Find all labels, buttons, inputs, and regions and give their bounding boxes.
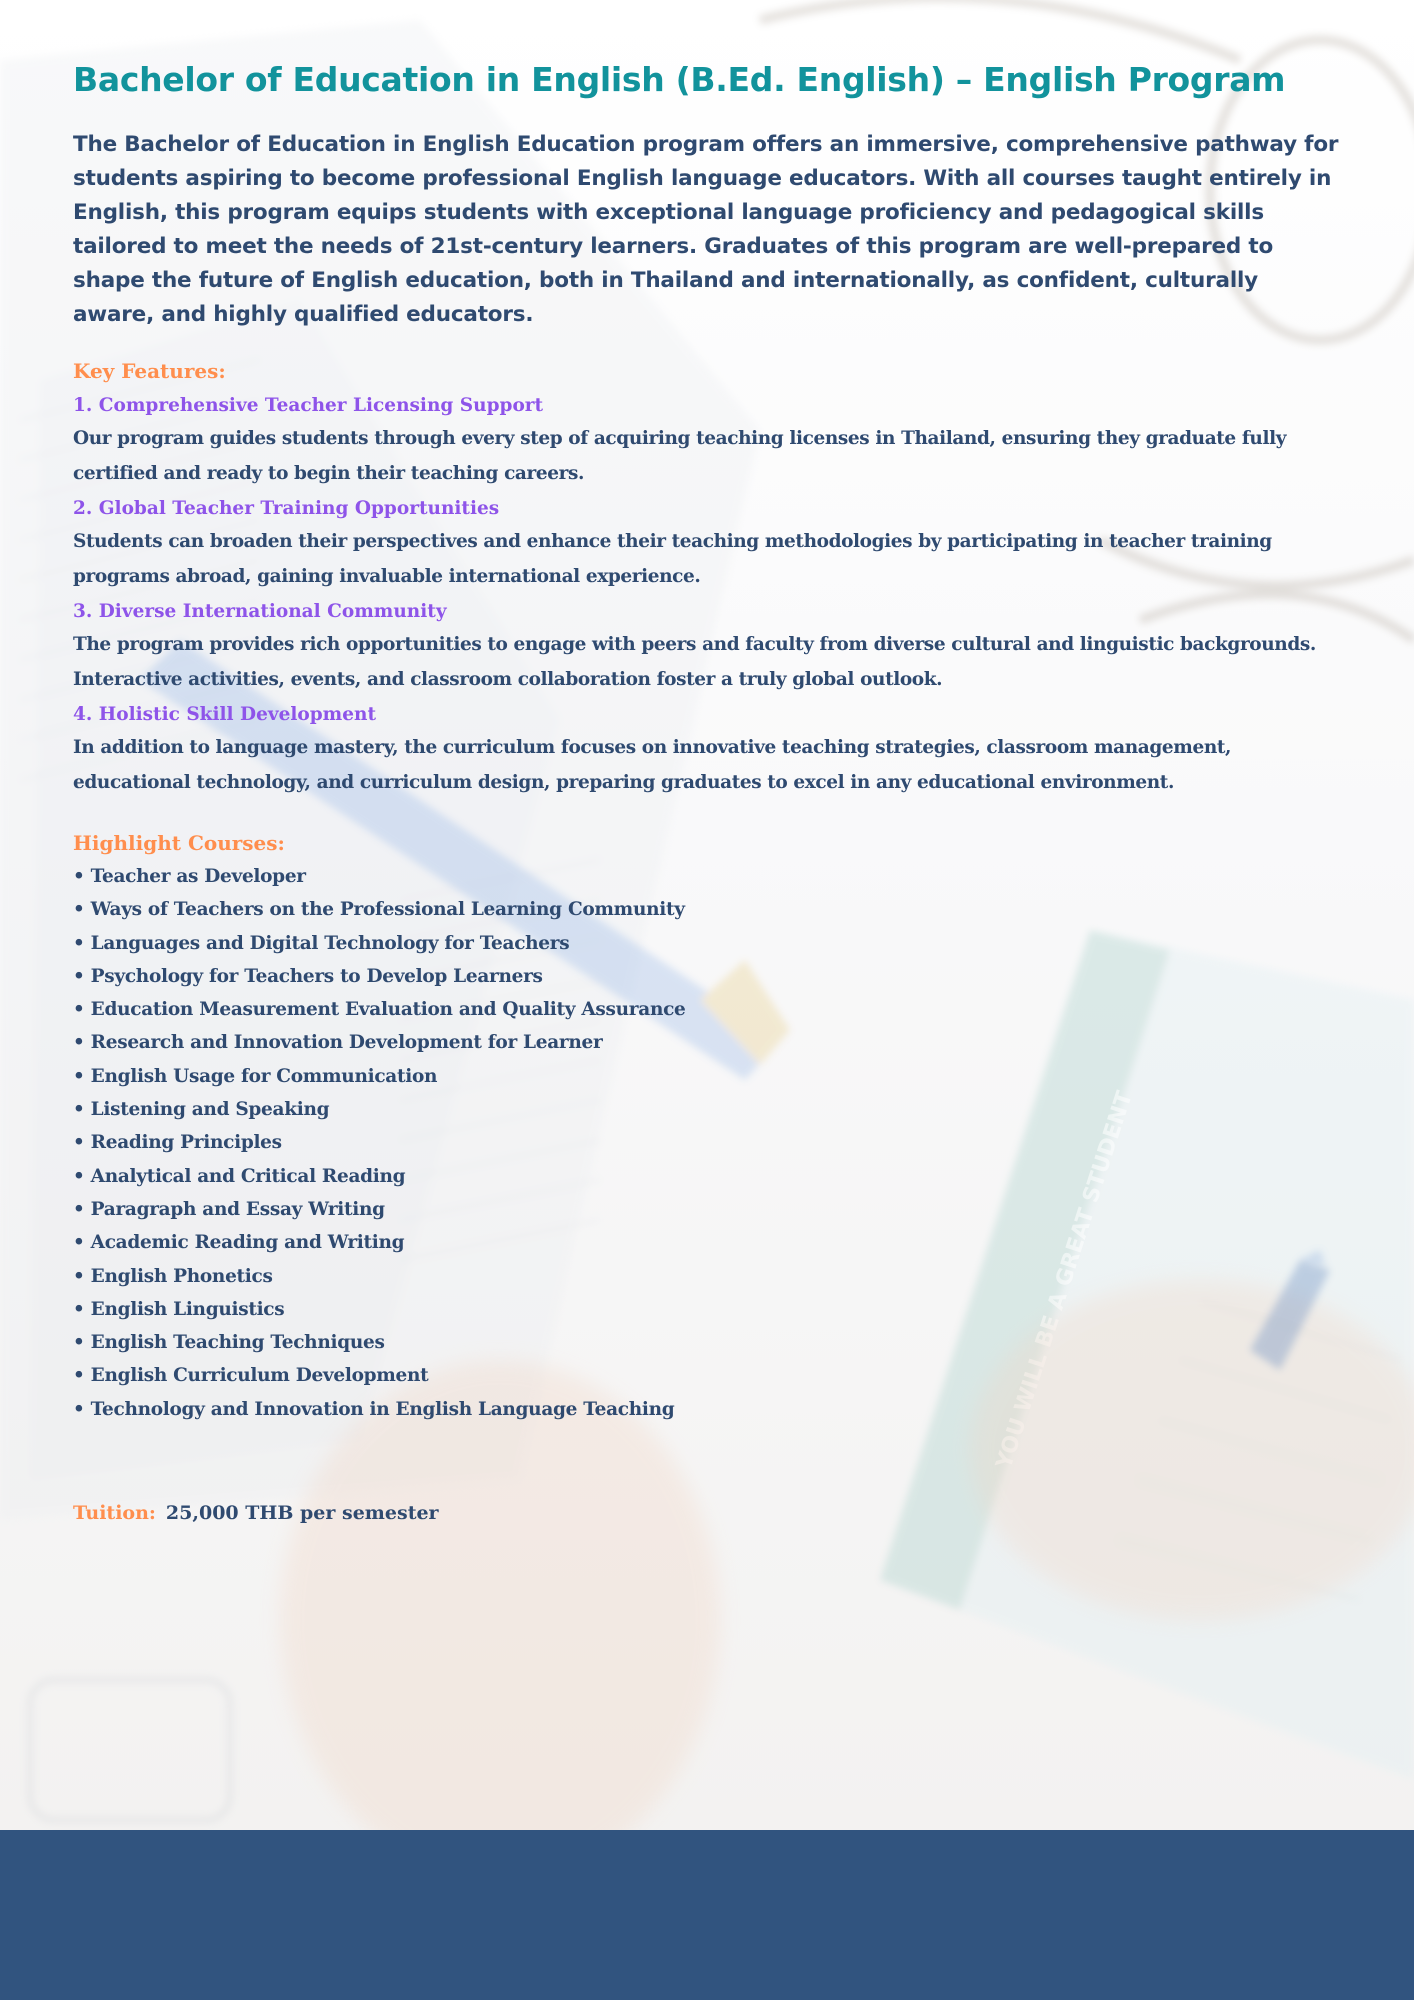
intro-paragraph: The Bachelor of Education in English Education program offers an immersive, comprehensive pathway for students aspiring to become professional English language educators. With all courses taught entirely in English, this program equips students with exceptional language proficiency and pedagogical skills tailored to meet the needs of 21st-century learners. Graduates of this program are well-prepared to shape the future of English education, both in Thailand and internationally, as confident, culturally aware, and highly qualified educators.	[73, 132, 1339, 327]
feature-description: Our program guides students through every step of acquiring teaching licenses in Thailand, ensuring they graduate fully certified and ready to begin their teaching careers.	[73, 428, 1287, 484]
highlight-courses-heading: Highlight Courses:	[73, 831, 285, 855]
course-item: • Teacher as Developer	[73, 866, 306, 887]
feature-item	[73, 493, 1343, 594]
feature-item	[73, 390, 1343, 491]
phone-illustration	[30, 1680, 230, 1820]
page-title: Bachelor of Education in English (B.Ed. English) – English Program	[73, 60, 1286, 99]
course-item: • Analytical and Critical Reading	[73, 1165, 406, 1187]
course-item: • Ways of Teachers on the Professional Learning Community	[73, 899, 685, 921]
feature-title: 1. Comprehensive Teacher Licensing Support	[73, 395, 544, 416]
tuition-label: Tuition:	[73, 1502, 156, 1525]
feature-title: 4. Holistic Skill Development	[73, 704, 377, 725]
course-item: • English Linguistics	[73, 1298, 285, 1320]
main-content	[73, 56, 1343, 1528]
course-item: • Paragraph and Essay Writing	[73, 1198, 385, 1220]
course-item: • English Teaching Techniques	[73, 1332, 385, 1354]
tuition-line	[73, 1498, 1343, 1528]
tuition-value: 25,000 THB per semester	[165, 1502, 439, 1525]
feature-item	[73, 699, 1343, 800]
footer-bar	[0, 1830, 1414, 2000]
course-item: • Reading Principles	[73, 1132, 282, 1154]
course-item: • English Curriculum Development	[73, 1365, 429, 1387]
course-item: • Education Measurement Evaluation and Quality Assurance	[73, 999, 686, 1021]
feature-description: The program provides rich opportunities to engage with peers and faculty from diverse cultural and linguistic backgrounds. Interactive activities, events, and classroom collaboration foster a truly global outlook.	[73, 634, 1316, 690]
key-features-heading: Key Features:	[73, 359, 226, 383]
course-item: • Research and Innovation Development for Learner	[73, 1032, 603, 1054]
feature-description: Students can broaden their perspectives and enhance their teaching methodologies by participating in teacher training programs abroad, gaining invaluable international experience.	[73, 531, 1272, 587]
feature-title: 2. Global Teacher Training Opportunities	[73, 498, 500, 519]
course-item: • Languages and Digital Technology for Teachers	[73, 932, 570, 954]
clipboard-text: YOU WILL BE A GREAT STUDENT	[991, 1088, 1138, 1472]
feature-item	[73, 596, 1343, 697]
course-item: • Listening and Speaking	[73, 1099, 330, 1121]
course-item: • Psychology for Teachers to Develop Learners	[73, 965, 543, 987]
feature-description: In addition to language mastery, the curriculum focuses on innovative teaching strategies, classroom management, educational technology, and curriculum design, preparing graduates to excel in any educational environment.	[73, 737, 1232, 793]
course-item: • English Usage for Communication	[73, 1065, 438, 1087]
course-item: • English Phonetics	[73, 1265, 273, 1287]
course-item: • Technology and Innovation in English Language Teaching	[73, 1398, 675, 1420]
course-list	[73, 860, 1343, 1426]
course-item: • Academic Reading and Writing	[73, 1232, 405, 1254]
feature-title: 3. Diverse International Community	[73, 601, 447, 622]
